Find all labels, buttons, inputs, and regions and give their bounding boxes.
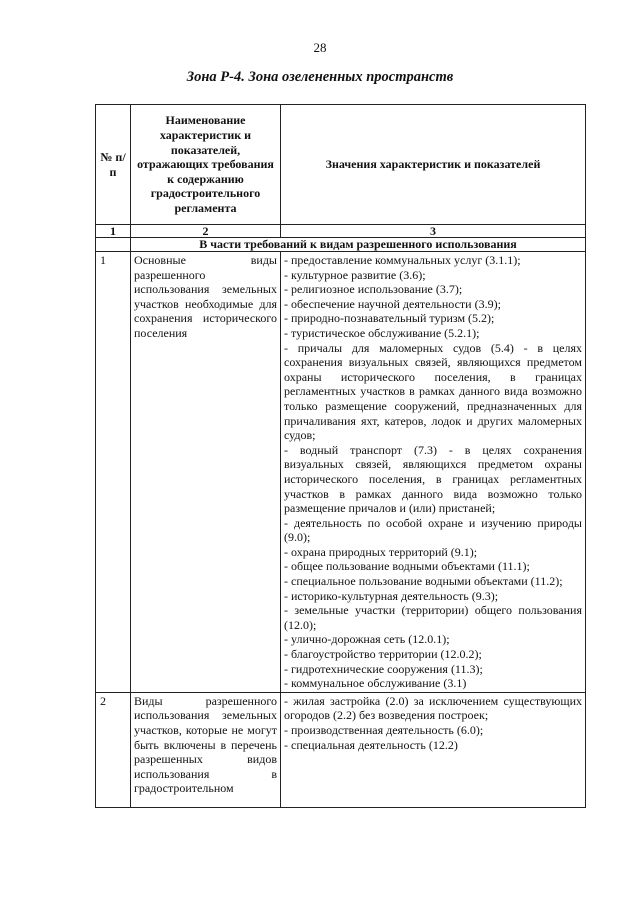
list-item: - природно-познавательный туризм (5.2); xyxy=(284,311,495,326)
row-values xyxy=(281,252,586,693)
list-item: - водный транспорт (7.3) - в целях сохранения визуальных связей, являющихся предметом охраны исторического поселения, в границах регламентных участков в рамках данного вида возможно только размещение причалов и (или) пристаней; xyxy=(284,442,582,516)
list-item: - коммунальное обслуживание (3.1) xyxy=(284,676,467,691)
column-number: 3 xyxy=(281,225,586,238)
section-title: В части требований к видам разрешенного использования xyxy=(131,238,586,252)
page-number: 28 xyxy=(313,40,327,55)
list-item: - земельные участки (территории) общего пользования (12.0); xyxy=(284,603,582,632)
regulations-table xyxy=(95,104,586,808)
list-item: - предоставление коммунальных услуг (3.1.1); xyxy=(284,253,521,267)
list-item: - гидротехнические сооружения (11.3); xyxy=(284,661,483,676)
section-row xyxy=(96,238,586,252)
list-item: - охрана природных территорий (9.1); xyxy=(284,544,478,559)
row-number: 1 xyxy=(96,252,131,693)
list-item: - культурное развитие (3.6); xyxy=(284,267,426,282)
table-row xyxy=(96,692,586,807)
row-parameter: Основные виды разрешенного использования земельных участков необходимые для сохранения исторического поселения xyxy=(131,252,281,693)
row-values xyxy=(281,692,586,807)
list-item: - благоустройство территории (12.0.2); xyxy=(284,647,482,662)
list-item: - специальное пользование водными объектами (11.2); xyxy=(284,574,563,589)
header-row xyxy=(96,105,586,225)
list-item: - религиозное использование (3.7); xyxy=(284,282,463,297)
header-name: Наименование характеристик и показателей, отражающих требования к содержанию градостроительного регламента xyxy=(131,105,281,225)
column-number: 2 xyxy=(131,225,281,238)
list-item: - туристическое обслуживание (5.2.1); xyxy=(284,325,480,340)
column-numbers-row xyxy=(96,225,586,238)
row-parameter: Виды разрешенного использования земельных участков, которые не могут быть включены в перечень разрешенных видов использования в градостроительном xyxy=(131,692,281,807)
list-item: - специальная деятельность (12.2) xyxy=(284,737,458,752)
zone-title: Зона Р-4. Зона озелененных пространств xyxy=(186,69,454,85)
row-number: 2 xyxy=(96,692,131,807)
header-values: Значения характеристик и показателей xyxy=(281,105,586,225)
list-item: - улично-дорожная сеть (12.0.1); xyxy=(284,632,450,647)
list-item: - историко-культурная деятельность (9.3); xyxy=(284,588,499,603)
column-number: 1 xyxy=(96,225,131,238)
list-item: - производственная деятельность (6.0); xyxy=(284,723,484,737)
list-item: - деятельность по особой охране и изучению природы (9.0); xyxy=(284,515,582,545)
list-item: - причалы для маломерных судов (5.4) - в целях сохранения визуальных связей, являющихся предметом охраны исторического поселения, в границах регламентных участков в рамках данного вида возможно только размещение сооружений, предназначенных для причаливания яхт, катеров, лодок и других маломерных судов; xyxy=(284,340,582,443)
table-row xyxy=(96,252,586,693)
list-item: - жилая застройка (2.0) за исключением существующих огородов (2.2) без возведения построек; xyxy=(284,693,582,723)
list-item: - общее пользование водными объектами (11.1); xyxy=(284,559,530,574)
list-item: - обеспечение научной деятельности (3.9); xyxy=(284,296,501,311)
header-num: № п/п xyxy=(96,105,131,225)
